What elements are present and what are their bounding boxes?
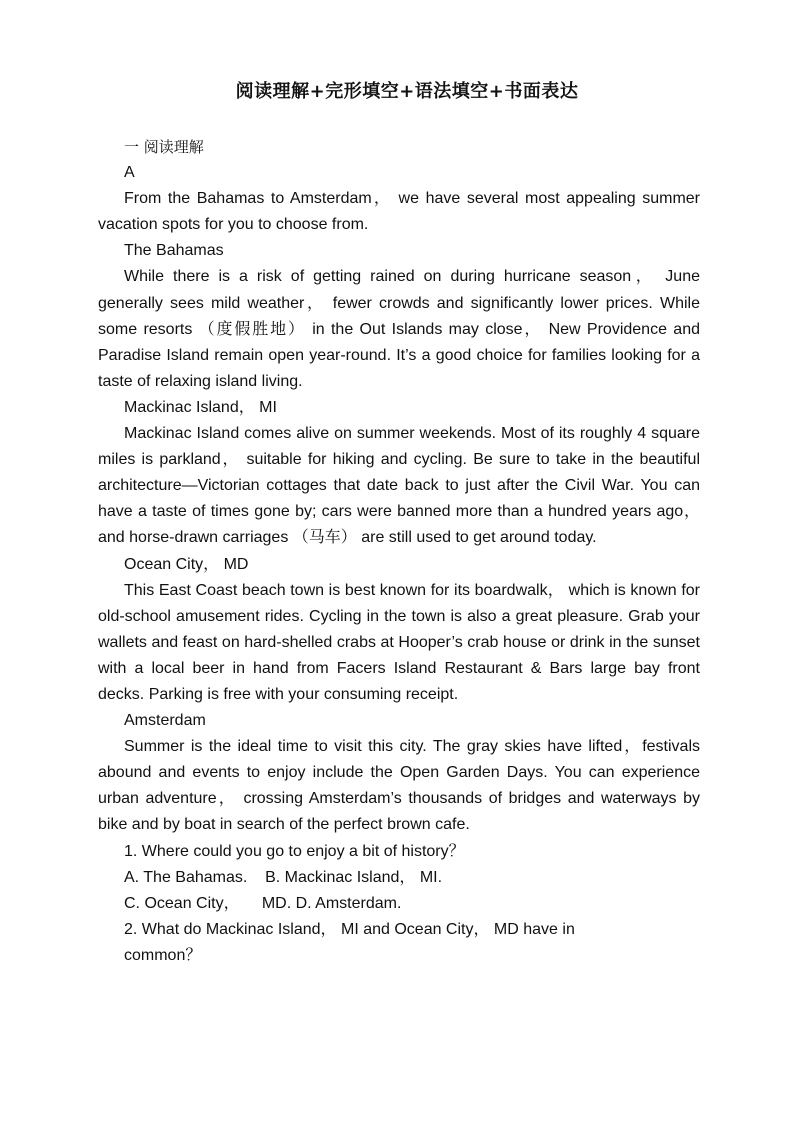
passage-label: A [124,164,135,182]
place-heading-ocean-city: Ocean City， MD [124,555,249,573]
question-2-stem-cont: common？ [124,946,202,964]
question-1-stem: 1. Where could you go to enjoy a bit of history？ [124,842,465,860]
place-heading-amsterdam: Amsterdam [124,712,206,730]
question-1-options-ab: A. The Bahamas. B. Mackinac Island， MI. [124,868,443,886]
section-heading: 一 阅读理解 [124,138,204,156]
place-text-ocean-city: This East Coast beach town is best known for its boardwalk， which is known for old-school amusement rides. Cycling in the town is also a great pleasure. Grab your wallets and feast on hard-shelled crabs at Hooper’s crab house or drink in the sunset with a local beer in hand from Facers Island Restaurant & Bars large bay front decks. Parking is free with your consuming receipt. [98,581,700,703]
document-title: 阅读理解+完形填空+语法填空+书面表达 [235,81,579,102]
place-text-bahamas: While there is a risk of getting rained on during hurricane season， June generally sees mild weather， fewer crowds and significantly lower prices. While some resorts （度假胜地） in the Out Islands may close， New Providence and Paradise Island remain open year-round. It’s a good choice for families looking for a taste of relaxing island living. [98,268,701,390]
place-text-mackinac: Mackinac Island comes alive on summer weekends. Most of its roughly 4 square miles is parkland， suitable for hiking and cycling. Be sure to take in the beautiful architecture—Victorian cottages that date back to just after the Civil War. You can have a taste of times gone by; cars were banned more than a hundred years ago， and horse-drawn carriages （马车） are still used to get around today. [98,425,700,547]
place-heading-bahamas: The Bahamas [124,242,224,260]
document-body [98,134,700,969]
question-1-options-cd: C. Ocean City， MD. D. Amsterdam. [124,894,402,912]
question-2-stem: 2. What do Mackinac Island， MI and Ocean City， MD have in [124,920,575,938]
place-heading-mackinac: Mackinac Island， MI [124,398,277,416]
intro-paragraph: From the Bahamas to Amsterdam， we have several most appealing summer vacation spots for you to choose from. [98,190,700,234]
place-text-amsterdam: Summer is the ideal time to visit this city. The gray skies have lifted，festivals abound and events to enjoy include the Open Garden Days. You can experience urban adventure， crossing Amsterdam’s thousands of bridges and waterways by bike and by boat in search of the perfect brown cafe. [98,738,700,834]
